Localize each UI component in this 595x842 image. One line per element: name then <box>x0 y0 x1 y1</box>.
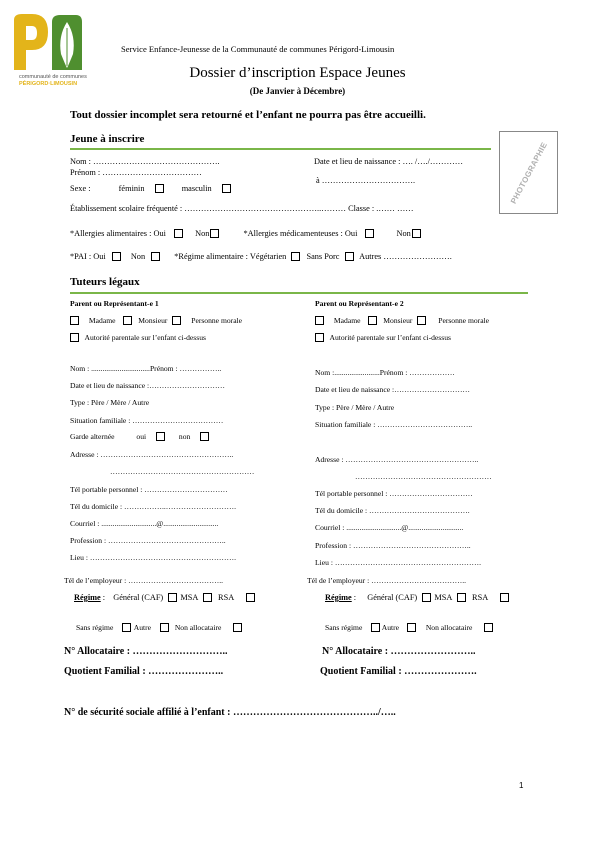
sans-porc-label: Sans Porc <box>306 252 340 261</box>
parent2-autorite-label: Autorité parentale sur l’enfant ci-dessus <box>329 333 451 342</box>
parent2-adresse-field[interactable]: Adresse : …………………………………………….. <box>315 455 479 464</box>
parent1-garde-oui-label: oui <box>136 432 147 441</box>
parent1-non-allocataire-checkbox[interactable] <box>233 623 242 632</box>
parent1-garde-non-label: non <box>178 432 191 441</box>
parent2-quotient-field[interactable]: Quotient Familial : …………………. <box>320 666 477 677</box>
allergies-row <box>70 229 425 238</box>
parent1-msa-checkbox[interactable] <box>203 593 212 602</box>
page-number: 1 <box>519 781 524 790</box>
warning-text: Tout dossier incomplet sera retourné et l’enfant ne pourra pas être accueilli. <box>70 109 426 121</box>
parent2-tel-domicile-field[interactable]: Tél du domicile : …………………………………. <box>315 506 470 515</box>
photo-label: PHOTOGRAPHIE <box>508 140 549 205</box>
parent2-regime-row: Régime : Général (CAF) MSA RSA <box>325 593 513 602</box>
parent2-courriel-field[interactable]: Courriel : .............................@............................. <box>315 523 464 532</box>
parent2-regime-row-2 <box>325 623 497 632</box>
parent2-tel-employeur-field[interactable]: Tél de l’employeur : ……………………………….. <box>307 576 467 585</box>
parent2-autorite-checkbox[interactable] <box>315 333 324 342</box>
pai-label: *PAI : Oui <box>70 252 106 261</box>
jeune-lieu-field[interactable]: à ……………………………. <box>316 176 416 185</box>
parent1-general-checkbox[interactable] <box>168 593 177 602</box>
parent1-situation-field[interactable]: Situation familiale : ……………………………… <box>70 416 224 425</box>
parent1-regime-label: Régime <box>74 593 101 602</box>
page-subtitle: (De Janvier à Décembre) <box>249 86 346 96</box>
parent1-rsa-checkbox[interactable] <box>246 593 255 602</box>
parent1-naissance-field[interactable]: Date et lieu de naissance :………………………… <box>70 381 226 390</box>
allergies-alim-non-checkbox[interactable] <box>210 229 219 238</box>
parent1-msa-label: MSA <box>180 593 198 602</box>
parent2-naissance-field[interactable]: Date et lieu de naissance :………………………… <box>315 385 471 394</box>
pai-non-label: Non <box>130 252 146 261</box>
allergies-alim-label: *Allergies alimentaires : Oui <box>70 229 166 238</box>
parent2-monsieur-label: Monsieur <box>383 316 413 325</box>
parent2-heading: Parent ou Représentant-e 2 <box>315 299 404 308</box>
parent2-situation-field[interactable]: Situation familiale : ……………………………….. <box>315 420 473 429</box>
parent1-quotient-field[interactable]: Quotient Familial : ………………….. <box>64 666 224 677</box>
pai-non-checkbox[interactable] <box>151 252 160 261</box>
parent1-non-allocataire-label: Non allocataire <box>174 623 222 632</box>
parent1-sans-regime-checkbox[interactable] <box>122 623 131 632</box>
parent1-heading: Parent ou Représentant-e 1 <box>70 299 159 308</box>
parent1-autorite-checkbox[interactable] <box>70 333 79 342</box>
parent2-lieu-field[interactable]: Lieu : …………………………………………………. <box>315 558 482 567</box>
parent2-tel-portable-field[interactable]: Tél portable personnel : …………………………… <box>315 489 473 498</box>
allergies-med-label: *Allergies médicamenteuses : Oui <box>243 229 358 238</box>
parent2-rsa-checkbox[interactable] <box>500 593 509 602</box>
parent2-type-field[interactable]: Type : Père / Mère / Autre <box>315 403 395 412</box>
parent2-rsa-label: RSA <box>472 593 488 602</box>
parent1-autre-label: Autre <box>133 623 152 632</box>
parent2-profession-field[interactable]: Profession : ……………………………………….. <box>315 541 471 550</box>
parent1-general-label: Général (CAF) <box>113 593 164 602</box>
parent1-profession-field[interactable]: Profession : ……………………………………….. <box>70 536 226 545</box>
parent2-msa-label: MSA <box>434 593 452 602</box>
service-line: Service Enfance-Jeunesse de la Communauté de communes Périgord-Limousin <box>121 44 395 54</box>
jeune-naissance-field[interactable]: Date et lieu de naissance : …. /…./………… <box>314 157 464 166</box>
sexe-label: Sexe : <box>70 184 91 193</box>
parent1-rsa-label: RSA <box>218 593 234 602</box>
parent2-personne-morale-label: Personne morale <box>438 316 490 325</box>
jeune-prenom-field[interactable]: Prénom : ……………………………… <box>70 168 202 177</box>
pai-oui-checkbox[interactable] <box>112 252 121 261</box>
parent1-autorite-row <box>70 333 206 342</box>
parent1-tel-employeur-field[interactable]: Tél de l’employeur : ……………………………….. <box>64 576 224 585</box>
vegetarien-checkbox[interactable] <box>291 252 300 261</box>
etablissement-field[interactable]: Établissement scolaire fréquenté : …………………………………………..……… Classe : .…… …… <box>70 204 414 213</box>
allergies-med-oui-checkbox[interactable] <box>365 229 374 238</box>
parent1-madame-checkbox[interactable] <box>70 316 79 325</box>
parent2-non-allocataire-checkbox[interactable] <box>484 623 493 632</box>
photo-box[interactable] <box>499 131 558 214</box>
masculin-label: masculin <box>181 184 212 193</box>
parent2-general-label: Général (CAF) <box>367 593 418 602</box>
parent1-regime-row-2 <box>76 623 246 632</box>
parent2-civilite-row <box>315 316 489 325</box>
section-title-tuteurs: Tuteurs légaux <box>70 276 140 288</box>
parent2-msa-checkbox[interactable] <box>457 593 466 602</box>
feminin-checkbox[interactable] <box>155 184 164 193</box>
logo-text-top: communauté de communes <box>19 74 87 80</box>
parent1-nom-field[interactable]: Nom : ...............................Prénom : …………….. <box>70 364 222 373</box>
parent1-monsieur-label: Monsieur <box>138 316 168 325</box>
allergies-med-non-label: Non <box>396 229 411 238</box>
section-title-jeune: Jeune à inscrire <box>70 133 145 145</box>
parent2-autre-label: Autre <box>381 623 400 632</box>
parent1-adresse-field-2[interactable]: ………………………………………………… <box>110 467 255 476</box>
parent1-type-field[interactable]: Type : Père / Mère / Autre <box>70 398 150 407</box>
autres-field[interactable]: Autres ……………………. <box>359 252 452 261</box>
parent1-allocataire-field[interactable]: N° Allocataire : ……………………….. <box>64 646 228 657</box>
parent1-autre-checkbox[interactable] <box>160 623 169 632</box>
parent1-courriel-field[interactable]: Courriel : .............................@............................. <box>70 519 219 528</box>
masculin-checkbox[interactable] <box>222 184 231 193</box>
parent2-madame-checkbox[interactable] <box>315 316 324 325</box>
parent1-garde-non-checkbox[interactable] <box>200 432 209 441</box>
parent1-tel-domicile-field[interactable]: Tél du domicile : ……………..………………………. <box>70 502 236 511</box>
parent1-personne-morale-label: Personne morale <box>191 316 243 325</box>
parent2-autre-checkbox[interactable] <box>407 623 416 632</box>
allergies-alim-non-label: Non <box>195 229 210 238</box>
parent2-general-checkbox[interactable] <box>422 593 431 602</box>
parent1-lieu-field[interactable]: Lieu : …………………………………………………. <box>70 553 237 562</box>
parent2-sans-regime-label: Sans régime <box>325 623 363 632</box>
sexe-row <box>70 184 235 193</box>
feminin-label: féminin <box>118 184 145 193</box>
section-rule-jeune <box>70 148 491 150</box>
parent2-personne-morale-checkbox[interactable] <box>417 316 426 325</box>
parent1-regime-row: Régime : Général (CAF) MSA RSA <box>74 593 259 602</box>
parent1-adresse-field[interactable]: Adresse : …………………………………………….. <box>70 450 234 459</box>
page-title: Dossier d’inscription Espace Jeunes <box>189 65 406 81</box>
parent1-madame-label: Madame <box>88 316 116 325</box>
parent1-monsieur-checkbox[interactable] <box>123 316 132 325</box>
parent2-monsieur-checkbox[interactable] <box>368 316 377 325</box>
pai-row <box>70 252 452 261</box>
parent2-adresse-field-2[interactable]: ……………………………………………… <box>355 472 492 481</box>
section-rule-tuteurs <box>70 292 528 294</box>
parent2-allocataire-field[interactable]: N° Allocataire : …………………….. <box>322 646 476 657</box>
parent1-civilite-row <box>70 316 242 325</box>
regime-alim-label: *Régime alimentaire : Végétarien <box>174 252 287 261</box>
logo-text-bottom: PÉRIGORD·LIMOUSIN <box>19 81 78 87</box>
parent2-sans-regime-checkbox[interactable] <box>371 623 380 632</box>
securite-sociale-field[interactable]: N° de sécurité sociale affilié à l’enfant : ……………………………………../….. <box>64 707 396 718</box>
parent1-garde-oui-checkbox[interactable] <box>156 432 165 441</box>
parent1-tel-portable-field[interactable]: Tél portable personnel : …………………………… <box>70 485 228 494</box>
parent2-madame-label: Madame <box>333 316 361 325</box>
parent2-nom-field[interactable]: Nom :........................Prénom : ……………… <box>315 368 455 377</box>
parent1-garde-label: Garde alternée <box>70 432 115 441</box>
sans-porc-checkbox[interactable] <box>345 252 354 261</box>
parent1-garde-row <box>70 432 213 441</box>
parent2-non-allocataire-label: Non allocataire <box>425 623 473 632</box>
parent2-regime-label: Régime <box>325 593 352 602</box>
parent1-autorite-label: Autorité parentale sur l’enfant ci-dessus <box>84 333 206 342</box>
jeune-nom-field[interactable]: Nom : ………………………………………. <box>70 157 220 166</box>
allergies-alim-oui-checkbox[interactable] <box>174 229 183 238</box>
parent1-personne-morale-checkbox[interactable] <box>172 316 181 325</box>
parent2-autorite-row <box>315 333 451 342</box>
allergies-med-non-checkbox[interactable] <box>412 229 421 238</box>
parent1-sans-regime-label: Sans régime <box>76 623 114 632</box>
